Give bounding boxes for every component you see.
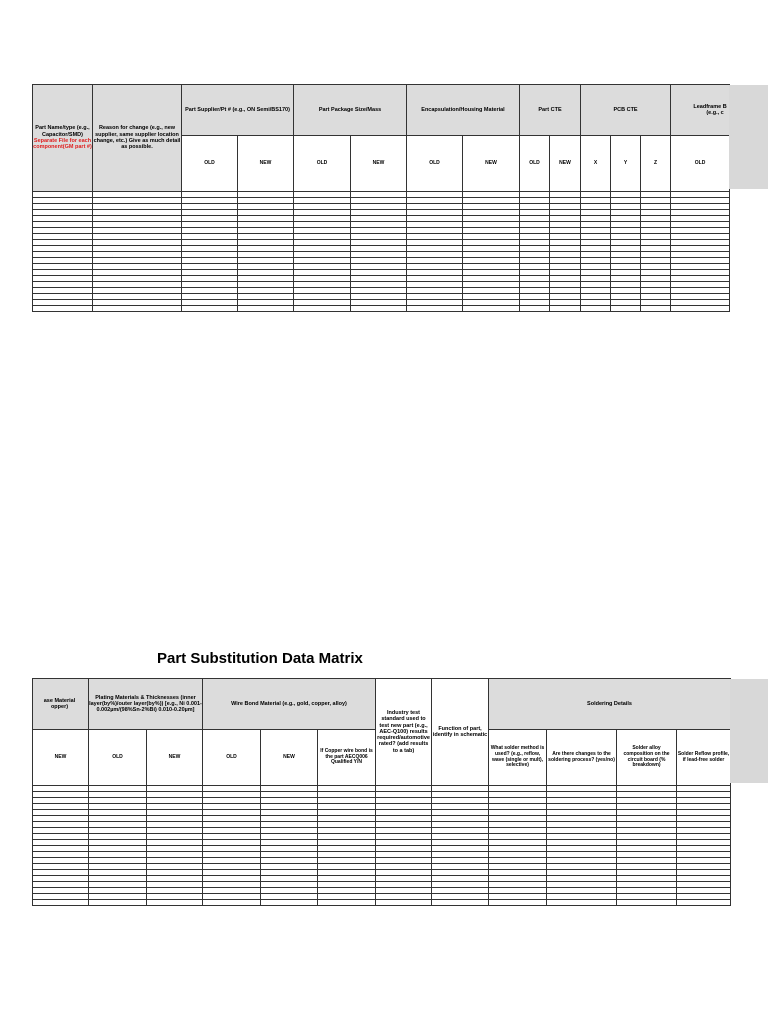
col-part-cte-new: NEW: [550, 136, 581, 192]
top-table-cell[interactable]: [520, 306, 550, 312]
header-encapsulation: Encapsulation/Housing Material: [407, 85, 520, 136]
col-base-material-new: NEW: [33, 730, 89, 786]
bottom-table-cell[interactable]: [376, 900, 432, 906]
top-table-cell[interactable]: [641, 306, 671, 312]
top-table-cell[interactable]: [550, 306, 581, 312]
bottom-table-cell[interactable]: [677, 900, 731, 906]
top-table-cell[interactable]: [93, 306, 182, 312]
top-table-cell[interactable]: [182, 306, 238, 312]
bottom-table-cell[interactable]: [432, 900, 489, 906]
col-pcb-cte-z: Z: [641, 136, 671, 192]
top-table-cell[interactable]: [581, 306, 611, 312]
top-table-cell[interactable]: [351, 306, 407, 312]
top-table-cell[interactable]: [611, 306, 641, 312]
col-solder-reflow: Solder Reflow profile, if lead-free solder: [677, 730, 731, 786]
bottom-table-cell[interactable]: [617, 900, 677, 906]
header-industry-test: Industry test standard used to test new part (e.g., AEC-Q100) results required/automotive rated? (add results to a tab): [376, 679, 432, 786]
top-table-cell[interactable]: [294, 306, 351, 312]
col-package-old: OLD: [294, 136, 351, 192]
header-wire-bond: Wire Bond Material (e.g., gold, copper, alloy): [203, 679, 376, 730]
bottom-table-cell[interactable]: [33, 900, 89, 906]
header-plating-materials: Plating Materials & Thicknesses (inner layer(by%)/outer layer(by%)) [e.g., Ni 0.001-0.002µm/(98%Sn-2%Bi) 0.010-0.20µm]: [89, 679, 203, 730]
col-copper-wire-aecq006: If Copper wire bond is the part AECQ006 Qualified Y/N: [318, 730, 376, 786]
page-title: Part Substitution Data Matrix: [157, 650, 363, 667]
top-table-row: [33, 306, 730, 312]
top-table-cell[interactable]: [238, 306, 294, 312]
top-table-cell[interactable]: [407, 306, 463, 312]
col-supplier-new: NEW: [238, 136, 294, 192]
col-pcb-cte-y: Y: [611, 136, 641, 192]
col-plating-old: OLD: [89, 730, 147, 786]
part-data-table-top: [32, 84, 730, 312]
header-base-material: ase Material opper): [33, 679, 89, 730]
top-table-cell[interactable]: [463, 306, 520, 312]
col-plating-new: NEW: [147, 730, 203, 786]
bottom-table-cell[interactable]: [147, 900, 203, 906]
col-part-cte-old: OLD: [520, 136, 550, 192]
header-reason-for-change: Reason for change (e.g., new supplier, same supplier location change, etc.) Give as much detail as possible.: [93, 85, 182, 192]
gray-tab-top: [729, 85, 768, 189]
bottom-table-row: [33, 900, 731, 906]
bottom-table-cell[interactable]: [203, 900, 261, 906]
header-part-supplier: Part Supplier/Pt # (e.g., ON Semi/BS170): [182, 85, 294, 136]
col-supplier-old: OLD: [182, 136, 238, 192]
col-wire-bond-new: NEW: [261, 730, 318, 786]
bottom-table-cell[interactable]: [489, 900, 547, 906]
header-pcb-cte: PCB CTE: [581, 85, 671, 136]
top-table-cell[interactable]: [33, 306, 93, 312]
col-package-new: NEW: [351, 136, 407, 192]
col-encapsulation-old: OLD: [407, 136, 463, 192]
header-part-name: Part Name/type (e.g., Capacitor/SMD) Separate File for each component(GM part #): [33, 85, 93, 192]
bottom-table-cell[interactable]: [318, 900, 376, 906]
header-part-cte: Part CTE: [520, 85, 581, 136]
bottom-table-cell[interactable]: [261, 900, 318, 906]
col-encapsulation-new: NEW: [463, 136, 520, 192]
bottom-table-cell[interactable]: [547, 900, 617, 906]
header-part-package: Part Package Size/Mass: [294, 85, 407, 136]
header-soldering-details: Soldering Details: [489, 679, 731, 730]
gray-tab-bottom: [730, 679, 768, 783]
bottom-table-cell[interactable]: [89, 900, 147, 906]
top-table-cell[interactable]: [671, 306, 730, 312]
col-solder-alloy: Solder alloy composition on the circuit board (% breakdown): [617, 730, 677, 786]
col-solder-method: What solder method is used? (e.g., reflow, wave (single or mult), selective): [489, 730, 547, 786]
col-pcb-cte-x: X: [581, 136, 611, 192]
header-part-name-note: Separate File for each component(GM part #): [33, 138, 92, 151]
col-leadframe-old: OLD: [671, 136, 730, 192]
part-data-table-bottom: [32, 678, 731, 906]
col-solder-changes: Are there changes to the soldering process? (yes/no): [547, 730, 617, 786]
header-leadframe: Leadframe B (e.g., c: [671, 85, 730, 136]
header-function-of-part: Function of part, identify in schematic: [432, 679, 489, 786]
col-wire-bond-old: OLD: [203, 730, 261, 786]
